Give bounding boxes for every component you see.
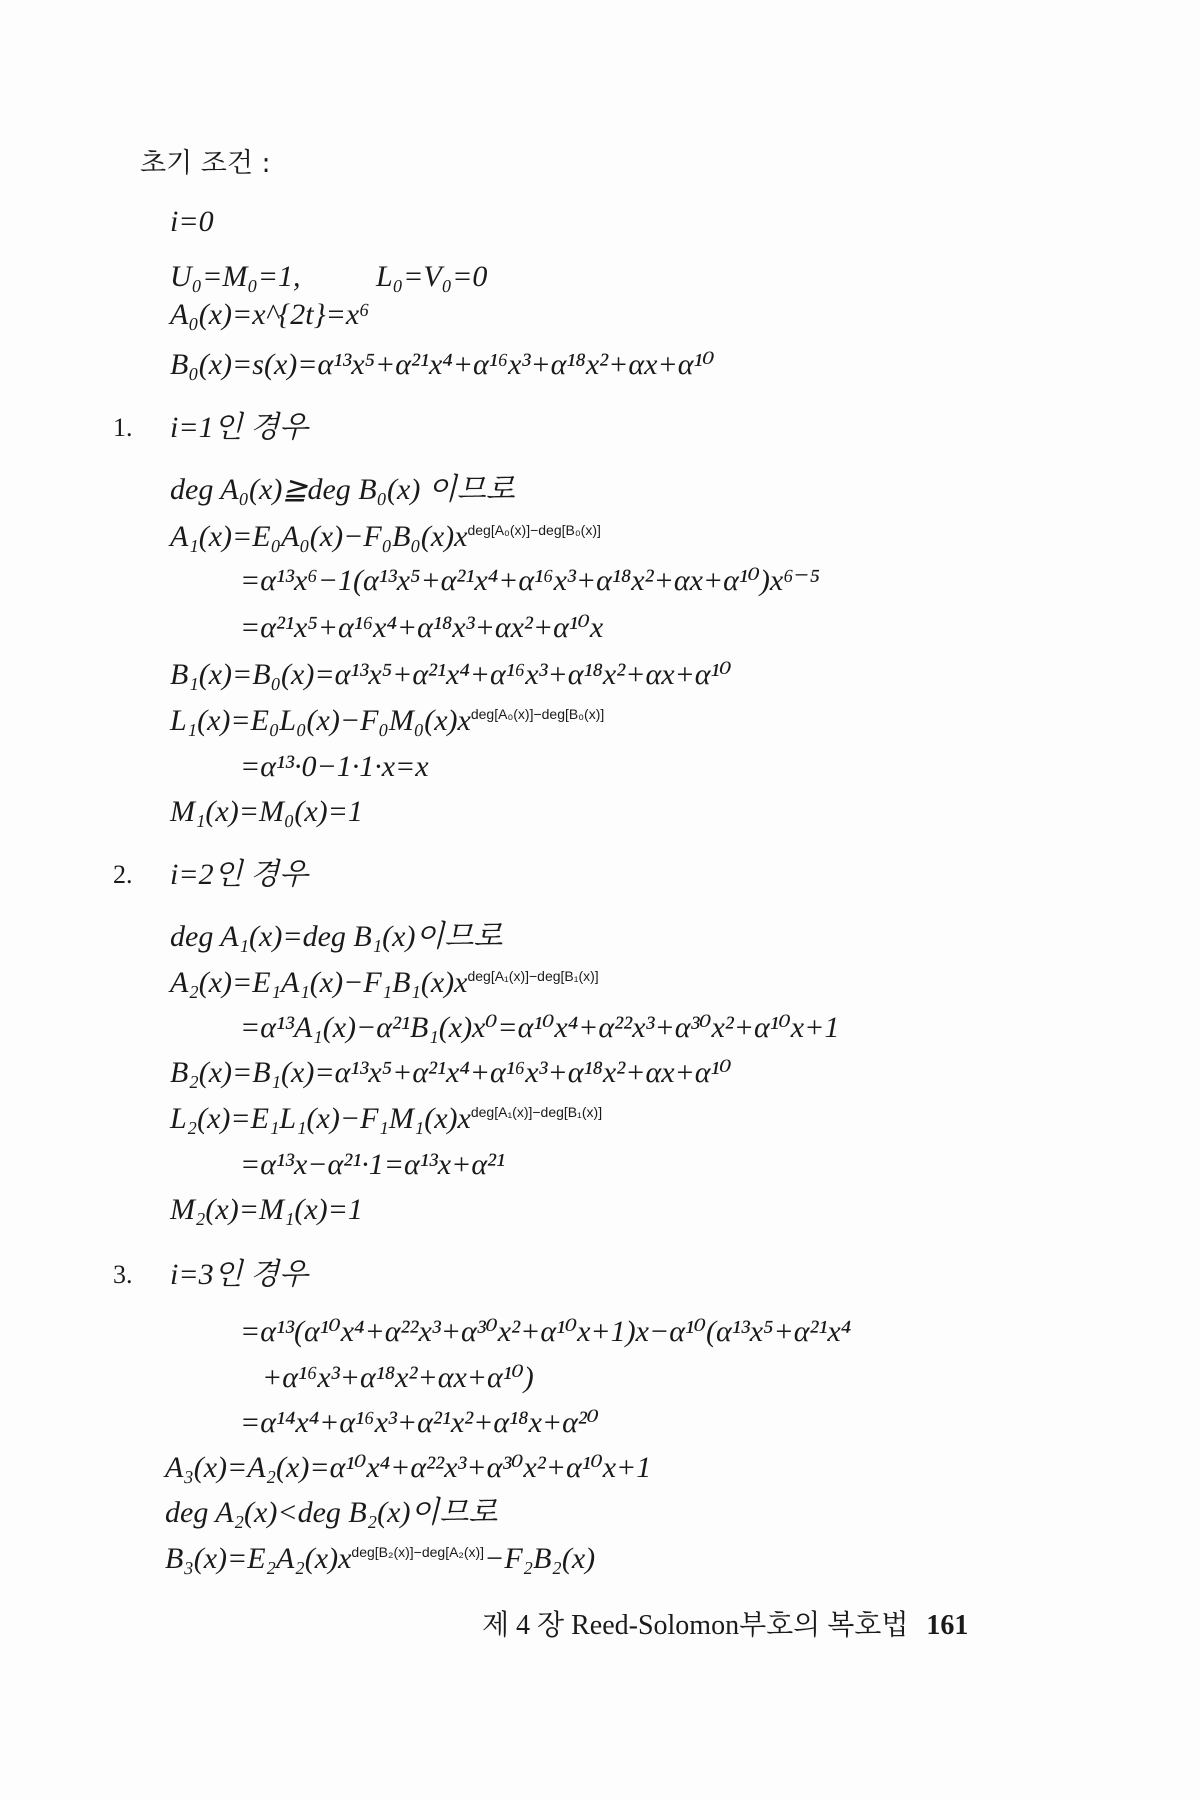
step1-a1-line3: =α²¹x⁵+α¹⁶x⁴+α¹⁸x³+αx²+α¹⁰x — [240, 611, 604, 644]
step2-l2-exponent: deg[A₁(x)]−deg[B₁(x)] — [470, 1104, 603, 1120]
step2-l2-line2: =α¹³x−α²¹·1=α¹³x+α²¹ — [240, 1148, 506, 1181]
init-l-v: L₀=V₀=0 — [376, 260, 488, 293]
step3-a3: A₃(x)=A₂(x)=α¹⁰x⁴+α²²x³+α³⁰x²+α¹⁰x+1 — [165, 1451, 652, 1484]
step1-a1-lhs-text: A₁(x)=E₀A₀(x)−F₀B₀(x)x — [170, 520, 468, 553]
step3-b3-lhs-text: B₃(x)=E₂A₂(x)x — [165, 1542, 352, 1575]
step2-heading: i=2인 경우 — [170, 858, 309, 891]
step1-a1-exponent: deg[A₀(x)]−deg[B₀(x)] — [467, 522, 601, 538]
step1-l1-lhs-text: L₁(x)=E₀L₀(x)−F₀M₀(x)x — [170, 704, 471, 737]
step3-expr-line3: =α¹⁴x⁴+α¹⁶x³+α²¹x²+α¹⁸x+α²⁰ — [240, 1406, 599, 1439]
step1-a1-lhs — [170, 522, 601, 552]
step3-expr-line2: +α¹⁶x³+α¹⁸x²+αx+α¹⁰) — [262, 1361, 534, 1394]
chapter-title: 제 4 장 Reed-Solomon부호의 복호법 — [482, 1610, 909, 1641]
step1-l1-lhs — [170, 706, 604, 736]
step2-a2-line2: =α¹³A₁(x)−α²¹B₁(x)x⁰=α¹⁰x⁴+α²²x³+α³⁰x²+α¹⁰x+1 — [240, 1011, 840, 1044]
init-u-m: U₀=M₀=1, — [170, 260, 301, 293]
section-title: 초기 조건 : — [140, 148, 271, 179]
step3-b3-rhs-text: −F₂B₂(x) — [484, 1542, 596, 1575]
step1-l1-exponent: deg[A₀(x)]−deg[B₀(x)] — [470, 706, 605, 722]
step3-condition: deg A₂(x)<deg B₂(x)이므로 — [165, 1496, 498, 1529]
init-b0: B₀(x)=s(x)=α¹³x⁵+α²¹x⁴+α¹⁶x³+α¹⁸x²+αx+α¹⁰ — [170, 348, 715, 381]
step1-heading: i=1인 경우 — [170, 411, 309, 444]
init-a0: A₀(x)=x^{2t}=x⁶ — [170, 298, 370, 331]
step1-m1: M₁(x)=M₀(x)=1 — [170, 795, 363, 828]
step2-l2-lhs — [170, 1104, 602, 1134]
step2-condition: deg A₁(x)=deg B₁(x)이므로 — [170, 920, 503, 953]
step3-b3-exponent: deg[B₂(x)]−deg[A₂(x)] — [351, 1544, 485, 1560]
page-number: 161 — [926, 1610, 969, 1641]
step2-l2-lhs-text: L₂(x)=E₁L₁(x)−F₁M₁(x)x — [170, 1102, 471, 1135]
init-i: i=0 — [170, 205, 214, 238]
step3-number: 3. — [113, 1260, 133, 1289]
step2-m2: M₂(x)=M₁(x)=1 — [170, 1193, 363, 1226]
step3-heading: i=3인 경우 — [170, 1258, 309, 1291]
step2-a2-lhs — [170, 968, 599, 998]
step1-b1: B₁(x)=B₀(x)=α¹³x⁵+α²¹x⁴+α¹⁶x³+α¹⁸x²+αx+α¹⁰ — [170, 658, 732, 691]
step1-condition: deg A₀(x)≧deg B₀(x) 이므로 — [170, 473, 515, 506]
step1-l1-line2: =α¹³·0−1·1·x=x — [240, 750, 429, 783]
step3-b3 — [165, 1544, 595, 1574]
step1-number: 1. — [113, 413, 133, 442]
step2-a2-exponent: deg[A₁(x)]−deg[B₁(x)] — [467, 968, 599, 984]
step1-a1-line2: =α¹³x⁶−1(α¹³x⁵+α²¹x⁴+α¹⁶x³+α¹⁸x²+αx+α¹⁰)x⁶⁻⁵ — [240, 564, 820, 597]
step2-a2-lhs-text: A₂(x)=E₁A₁(x)−F₁B₁(x)x — [170, 966, 468, 999]
step2-number: 2. — [113, 860, 133, 889]
page-footer — [482, 1603, 968, 1643]
step2-b2: B₂(x)=B₁(x)=α¹³x⁵+α²¹x⁴+α¹⁶x³+α¹⁸x²+αx+α¹⁰ — [170, 1056, 732, 1089]
step3-expr-line1: =α¹³(α¹⁰x⁴+α²²x³+α³⁰x²+α¹⁰x+1)x−α¹⁰(α¹³x⁵+α²¹x⁴ — [240, 1315, 852, 1348]
